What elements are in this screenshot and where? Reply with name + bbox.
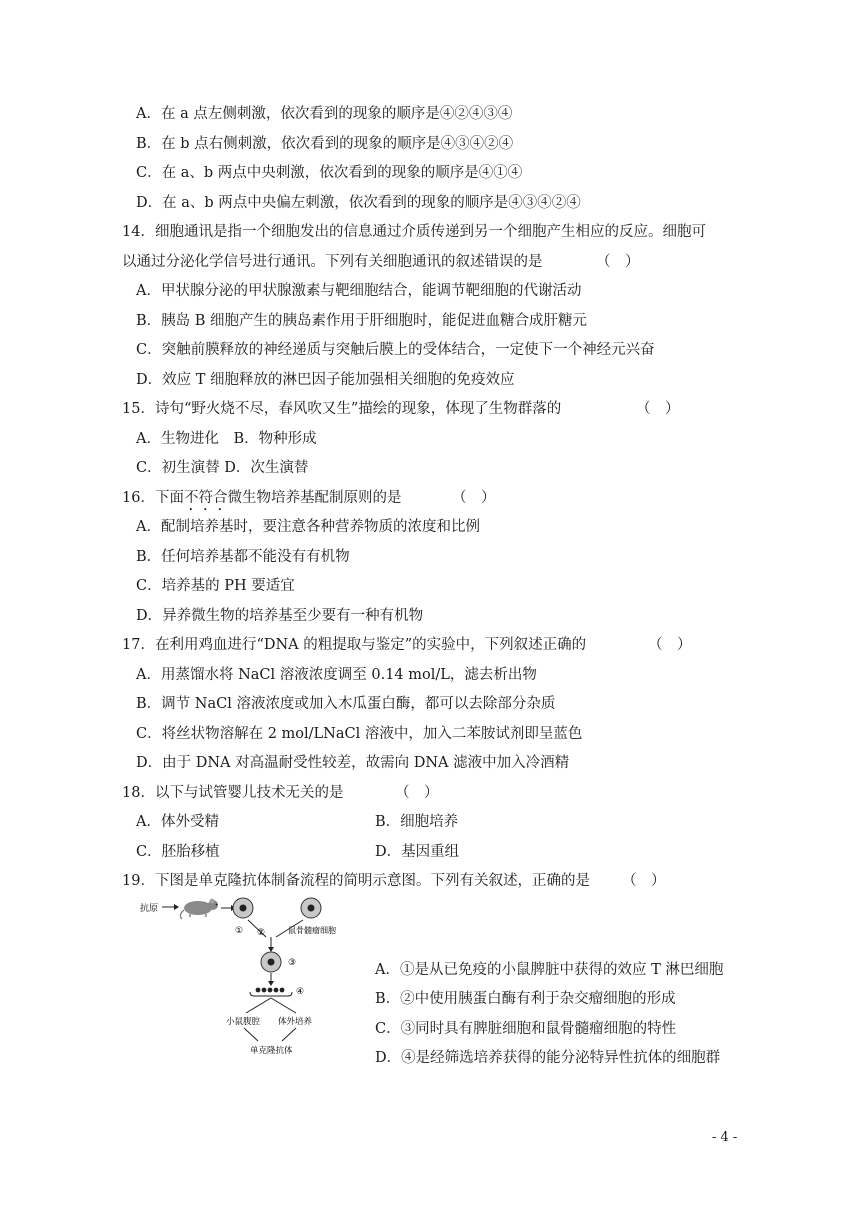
q14-option-b: B．胰岛 B 细胞产生的胰岛素作用于肝细胞时，能促进血糖合成肝糖元 <box>136 313 588 329</box>
q19-option-c: C．③同时具有脾脏细胞和鼠骨髓瘤细胞的特性 <box>375 1021 677 1037</box>
monoclonal-antibody-diagram <box>138 895 358 1070</box>
q14-option-d: D．效应 T 细胞释放的淋巴因子能加强相关细胞的免疫效应 <box>136 372 515 388</box>
mouse-abdomen-label: 小鼠腹腔 <box>226 1017 261 1027</box>
q19-answer-paren: （ ） <box>622 873 666 889</box>
q16-answer-paren: （ ） <box>452 490 496 506</box>
q17-stem: 17．在利用鸡血进行“DNA 的粗提取与鉴定”的实验中，下列叙述正确的 <box>122 637 587 653</box>
q16-option-a: A．配制培养基时，要注意各种营养物质的浓度和比例 <box>136 519 480 535</box>
q15-options-line2: C．初生演替 D．次生演替 <box>136 460 309 476</box>
q14-option-c: C．突触前膜释放的神经递质与突触后膜上的受体结合，一定使下一个神经元兴奋 <box>136 342 655 358</box>
q19-stem: 19．下图是单克隆抗体制备流程的简明示意图。下列有关叙述，正确的是 <box>122 873 590 889</box>
q16-option-d: D．异养微生物的培养基至少要有一种有机物 <box>136 608 424 624</box>
q15-stem: 15．诗句“野火烧不尽，春风吹又生”描绘的现象，体现了生物群落的 <box>122 401 562 417</box>
q18-answer-paren: （ ） <box>395 785 439 801</box>
q16-option-c: C．培养基的 PH 要适宜 <box>136 578 295 594</box>
culture-arrow <box>282 1028 296 1041</box>
q15-answer-paren: （ ） <box>636 401 680 417</box>
q16-stem-pre: 16．下面 <box>122 490 184 506</box>
antigen-label: 抗原 <box>140 904 159 914</box>
myeloma-label: 鼠骨髓瘤细胞 <box>288 926 336 935</box>
q19-option-d: D．④是经筛选培养获得的能分泌特异性抗体的细胞群 <box>375 1050 721 1066</box>
monoclonal-antibody-label: 单克隆抗体 <box>250 1046 293 1056</box>
q13-option-a: A．在 a 点左侧刺激，依次看到的现象的顺序是④②④③④ <box>136 106 513 122</box>
q13-option-b: B．在 b 点右侧刺激，依次看到的现象的顺序是④③④②④ <box>136 136 514 152</box>
q18-stem: 18．以下与试管婴儿技术无关的是 <box>122 785 344 801</box>
q15-options-line1: A．生物进化 B．物种形成 <box>136 431 317 447</box>
q18-option-a: A．体外受精 <box>136 814 219 830</box>
q17-option-d: D．由于 DNA 对高温耐受性较差，故需向 DNA 滤液中加入冷酒精 <box>136 755 570 771</box>
split-line-left <box>246 998 271 1013</box>
q17-option-b: B．调节 NaCl 溶液浓度或加入木瓜蛋白酶，都可以去除部分杂质 <box>136 696 556 712</box>
q16-stem-post: 微生物培养基配制原则的是 <box>227 490 402 506</box>
q16-stem <box>122 488 401 514</box>
mouse-icon <box>180 899 218 919</box>
page-number: - 4 - <box>712 1130 738 1145</box>
q19-option-b: B．②中使用胰蛋白酶有利于杂交瘤细胞的形成 <box>375 991 676 1007</box>
q17-option-c: C．将丝状物溶解在 2 mol/LNaCl 溶液中，加入二苯胺试剂即呈蓝色 <box>136 726 583 742</box>
number-4-label: ④ <box>296 987 305 997</box>
q14-stem-line2: 以通过分泌化学信号进行通讯。下列有关细胞通讯的叙述错误的是 <box>122 254 543 270</box>
number-3-label: ③ <box>288 958 297 968</box>
q16-option-b: B．任何培养基都不能没有有机物 <box>136 549 350 565</box>
abdomen-arrow <box>244 1028 258 1041</box>
q14-answer-paren: （ ） <box>596 254 640 270</box>
q18-option-b: B．细胞培养 <box>375 814 459 830</box>
antigen-arrowhead <box>174 904 179 910</box>
q13-option-d: D．在 a、b 两点中央偏左刺激，依次看到的现象的顺序是④③④②④ <box>136 195 581 211</box>
hybridoma-cell-icon <box>261 952 281 972</box>
q13-option-c: C．在 a、b 两点中央刺激，依次看到的现象的顺序是④①④ <box>136 165 523 181</box>
q18-option-c: C．胚胎移植 <box>136 844 220 860</box>
number-1-label: ① <box>235 926 244 936</box>
split-line-right <box>271 998 296 1013</box>
myeloma-cell-icon <box>301 898 321 918</box>
q19-option-a: A．①是从已免疫的小鼠脾脏中获得的效应 T 淋巴细胞 <box>375 962 724 978</box>
q18-option-d: D．基因重组 <box>375 844 460 860</box>
q14-stem-line1: 14．细胞通讯是指一个细胞发出的信息通过介质传递到另一个细胞产生相应的反应。细胞可 <box>122 224 706 240</box>
in-vitro-culture-label: 体外培养 <box>278 1017 313 1027</box>
fusion-arrowhead <box>268 947 274 952</box>
q17-option-a: A．用蒸馏水将 NaCl 溶液浓度调至 0.14 mol/L，滤去析出物 <box>136 667 537 683</box>
hybridoma-arrowhead <box>268 981 274 986</box>
spleen-cell-icon <box>233 898 253 918</box>
cell-group-icon <box>250 988 292 996</box>
q17-answer-paren: （ ） <box>648 637 692 653</box>
q16-stem-emphasis: 不符合 <box>183 490 228 506</box>
q14-option-a: A．甲状腺分泌的甲状腺激素与靶细胞结合，能调节靶细胞的代谢活动 <box>136 283 582 299</box>
number-2-label: ② <box>257 928 266 938</box>
